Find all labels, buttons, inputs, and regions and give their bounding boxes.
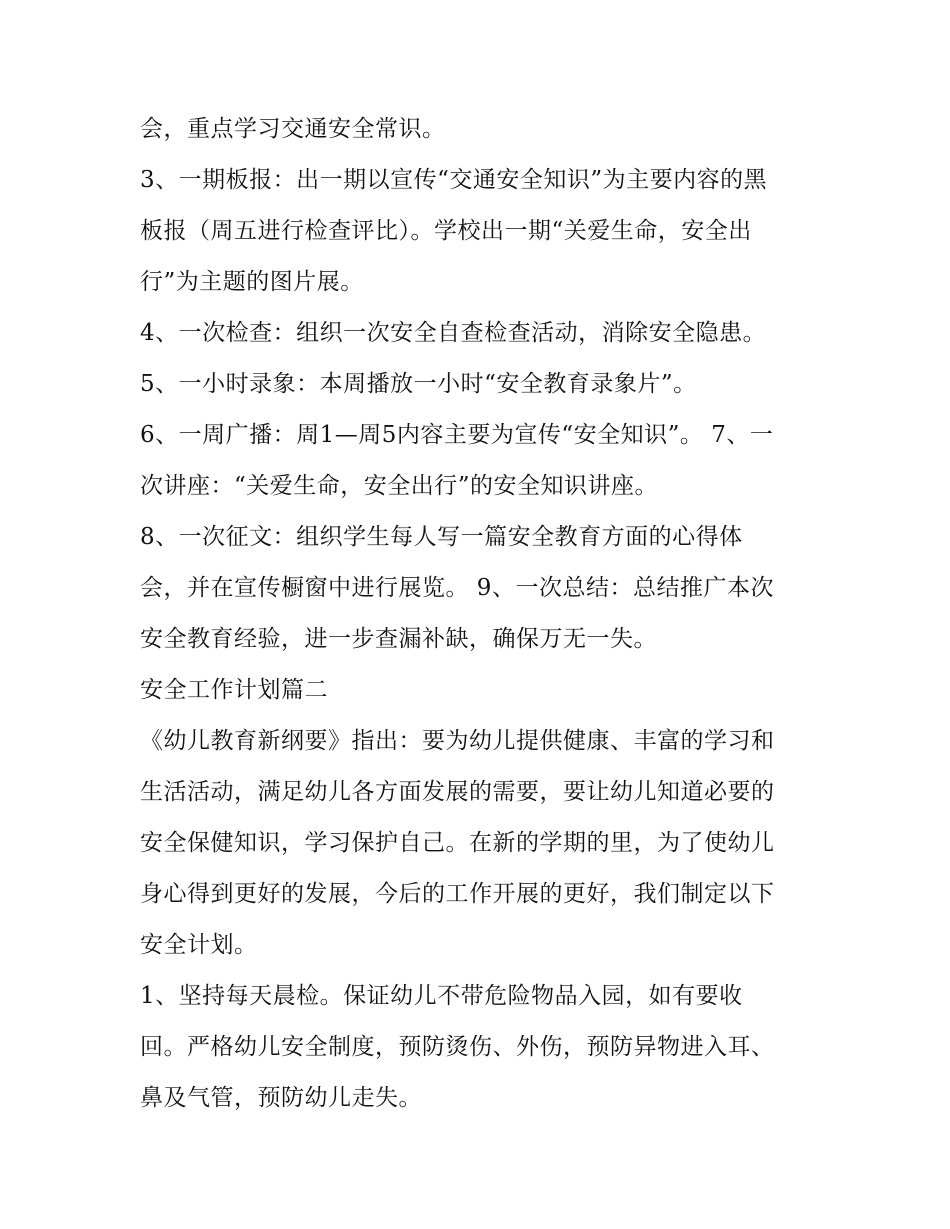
text-line: 次讲座：“关爱生命，安全出行”的安全知识讲座。: [140, 473, 659, 499]
text-line: 行”为主题的图片展。: [140, 269, 364, 295]
document-body: [140, 104, 820, 1124]
text-line: 4、一次检查：组织一次安全自查检查活动，消除安全隐患。: [140, 320, 767, 346]
text-line: 5、一小时录象：本周播放一小时“安全教育录象片”。: [140, 371, 697, 397]
text-line: 1、坚持每天晨检。保证幼儿不带危险物品入园，如有要收: [140, 983, 743, 1009]
text-line: 3、一期板报：出一期以宣传“交通安全知识”为主要内容的黑: [140, 167, 768, 193]
text-line: 《幼儿教育新纲要》指出：要为幼儿提供健康、丰富的学习和: [140, 728, 775, 754]
text-line: 安全计划。: [140, 932, 258, 958]
text-line: 生活活动，满足幼儿各方面发展的需要，要让幼儿知道必要的: [140, 779, 775, 805]
text-line: 安全教育经验，进一步查漏补缺，确保万无一失。: [140, 626, 657, 652]
text-line: 回。严格幼儿安全制度，预防烫伤、外伤，预防异物进入耳、: [140, 1034, 775, 1060]
text-line: 身心得到更好的发展，今后的工作开展的更好，我们制定以下: [140, 881, 775, 907]
section-heading: 安全工作计划篇二: [140, 677, 328, 703]
text-line: 会，并在宣传橱窗中进行展览。 9、一次总结：总结推广本次: [140, 575, 774, 601]
text-line: 6、一周广播：周1—周5内容主要为宣传“安全知识”。 7、一: [140, 422, 774, 448]
text-line: 会，重点学习交通安全常识。: [140, 116, 446, 142]
text-line: 安全保健知识，学习保护自己。在新的学期的里，为了使幼儿: [140, 830, 775, 856]
text-line: 鼻及气管，预防幼儿走失。: [140, 1085, 422, 1111]
text-line: 板报（周五进行检查评比）。学校出一期“关爱生命，安全出: [140, 218, 752, 244]
text-line: 8、一次征文：组织学生每人写一篇安全教育方面的心得体: [140, 524, 743, 550]
